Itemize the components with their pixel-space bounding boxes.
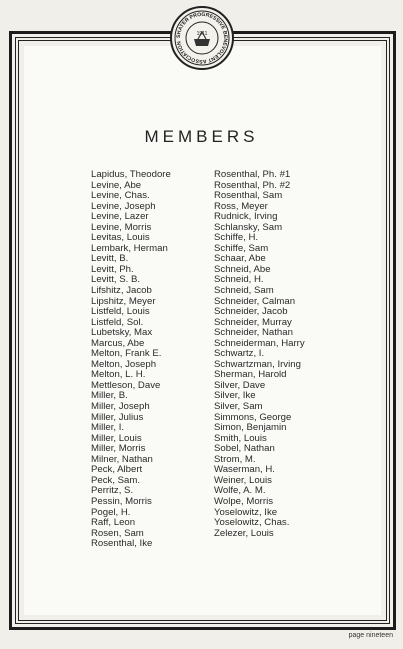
member-name: Levine, Chas. (91, 190, 150, 202)
members-column-left (91, 170, 171, 550)
member-name: Sobel, Nathan (214, 443, 275, 455)
member-name: Peck, Albert (91, 464, 143, 476)
association-seal (170, 6, 234, 70)
member-name: Simmons, George (214, 411, 292, 423)
member-name: Schneid, Abe (214, 263, 271, 275)
member-name: Lubetsky, Max (91, 327, 153, 339)
member-name: Melton, L. H. (91, 369, 146, 381)
member-name: Schneider, Calman (214, 295, 296, 307)
member-name: Rudnick, Irving (214, 211, 278, 223)
seal-year: 1911 (196, 31, 208, 37)
member-name: Pogel, H. (91, 506, 131, 518)
member-name: Listfeld, Sol. (91, 316, 144, 328)
member-name: Waserman, H. (214, 464, 275, 476)
member-name: Listfeld, Louis (91, 306, 150, 318)
member-name: Schneider, Murray (214, 316, 292, 328)
member-name: Schlansky, Sam (214, 221, 283, 233)
member-name: Schwartzman, Irving (214, 358, 301, 370)
member-name: Perritz, S. (91, 485, 134, 497)
page-title: MEMBERS (144, 127, 259, 146)
member-name: Miller, I. (91, 422, 125, 434)
member-name: Marcus, Abe (91, 337, 145, 349)
member-name: Rosenthal, Ph. #2 (214, 179, 291, 191)
member-name: Schneiderman, Harry (214, 337, 305, 349)
member-name: Melton, Joseph (91, 358, 157, 370)
member-name: Milner, Nathan (91, 453, 153, 465)
member-name: Levine, Morris (91, 221, 152, 233)
member-name: Levitt, Ph. (91, 263, 134, 275)
member-name: Mettleson, Dave (91, 379, 161, 391)
member-name: Levine, Joseph (91, 200, 156, 212)
member-name: Simon, Benjamin (214, 422, 287, 434)
member-name: Lapidus, Theodore (91, 169, 171, 180)
members-column-right (214, 170, 305, 539)
page-number: page nineteen (348, 632, 393, 639)
member-name: Schiffe, H. (214, 232, 259, 244)
member-name: Miller, Louis (91, 432, 142, 444)
member-name: Melton, Frank E. (91, 348, 162, 360)
seal-ring-text: SHATER PROGRESSIVE BENEVOLENT ASSOCIATION (175, 11, 229, 65)
seal-emblem (172, 8, 232, 68)
member-name: Schiffe, Sam (214, 242, 269, 254)
member-name: Levine, Lazer (91, 211, 149, 223)
member-name: Miller, Julius (91, 411, 144, 423)
member-name: Rosenthal, Ike (91, 538, 153, 550)
member-name: Silver, Dave (214, 379, 266, 391)
member-name: Schaar, Abe (214, 253, 266, 265)
member-name: Lembark, Herman (91, 242, 168, 254)
member-name: Rosenthal, Sam (214, 190, 283, 202)
member-name: Schwartz, I. (214, 348, 265, 360)
member-name: Schneider, Nathan (214, 327, 293, 339)
member-name: Levitas, Louis (91, 232, 150, 244)
member-name: Wolpe, Morris (214, 495, 273, 507)
member-name: Levitt, S. B. (91, 274, 141, 286)
member-name: Peck, Sam. (91, 474, 141, 486)
member-name: Rosen, Sam (91, 527, 144, 539)
member-name: Silver, Ike (214, 390, 256, 402)
member-name: Schneid, H. (214, 274, 264, 286)
member-name: Ross, Meyer (214, 200, 268, 212)
member-name: Weiner, Louis (214, 474, 272, 486)
member-name: Yoselowitz, Chas. (214, 517, 290, 529)
member-name: Miller, B. (91, 390, 128, 402)
member-name: Levitt, B. (91, 253, 129, 265)
member-name: Yoselowitz, Ike (214, 506, 278, 518)
member-name: Miller, Joseph (91, 401, 150, 413)
member-name: Sherman, Harold (214, 369, 287, 381)
member-name: Raff, Leon (91, 517, 136, 529)
member-name: Miller, Morris (91, 443, 146, 455)
member-name: Lifshitz, Jacob (91, 285, 152, 297)
member-name: Schneid, Sam (214, 285, 274, 297)
member-name: Levine, Abe (91, 179, 142, 191)
member-name: Wolfe, A. M. (214, 485, 266, 497)
member-name: Pessin, Morris (91, 495, 152, 507)
svg-text:SHATER PROGRESSIVE BENEVOLENT (176, 12, 228, 64)
member-name: Schneider, Jacob (214, 306, 288, 318)
member-name: Smith, Louis (214, 432, 267, 444)
member-name: Zelezer, Louis (214, 527, 274, 539)
member-name: Lipshitz, Meyer (91, 295, 156, 307)
member-name: Rosenthal, Ph. #1 (214, 169, 291, 180)
member-name: Silver, Sam (214, 401, 263, 413)
member-name: Strom, M. (214, 453, 256, 465)
